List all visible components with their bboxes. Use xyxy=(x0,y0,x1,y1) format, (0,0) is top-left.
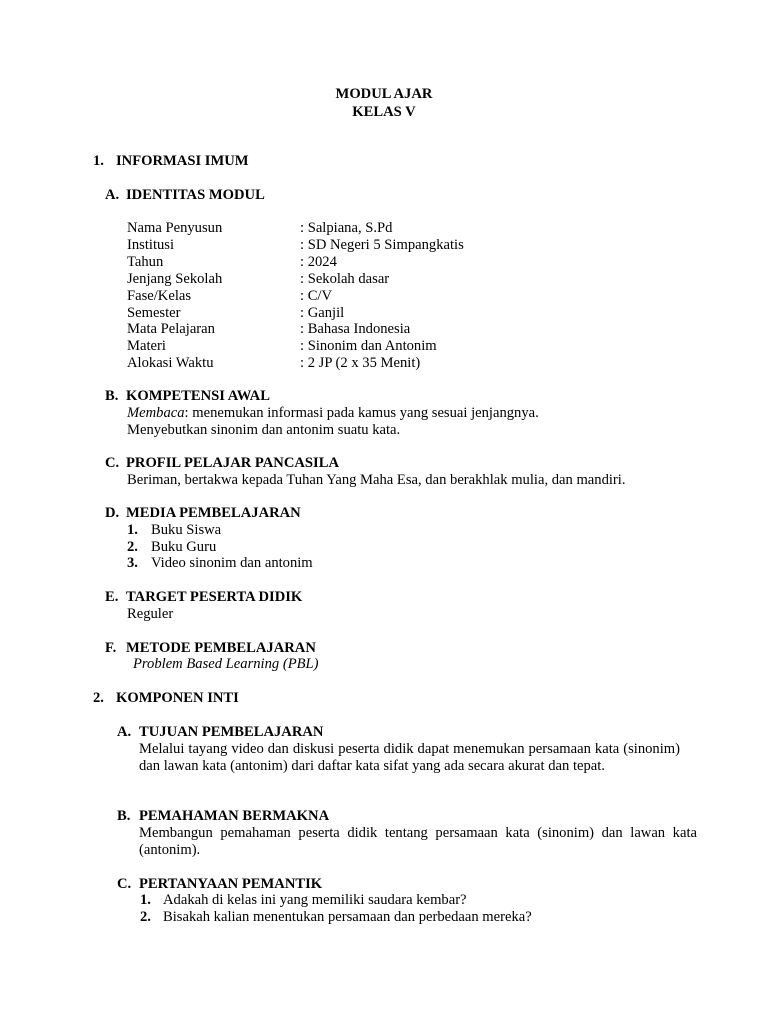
identity-label: Jenjang Sekolah xyxy=(127,271,223,287)
identity-value: : Bahasa Indonesia xyxy=(300,321,411,337)
identity-label: Tahun xyxy=(127,254,164,270)
pemahaman-title: PEMAHAMAN BERMAKNA xyxy=(139,808,330,824)
identitas-title: IDENTITAS MODUL xyxy=(126,187,265,203)
identity-label: Institusi xyxy=(127,237,175,253)
profil-text: Beriman, bertakwa kepada Tuhan Yang Maha Esa, dan berakhlak mulia, dan mandiri. xyxy=(127,472,626,488)
pertanyaan-item: Bisakah kalian menentukan persamaan dan perbedaan mereka? xyxy=(163,909,532,925)
identity-value: : 2024 xyxy=(300,254,337,270)
target-text: Reguler xyxy=(127,606,174,622)
document-subtitle: KELAS V xyxy=(352,104,416,120)
media-item-number: 3. xyxy=(127,555,138,571)
media-item-number: 1. xyxy=(127,522,138,538)
tujuan-letter: A. xyxy=(117,724,132,740)
identitas-letter: A. xyxy=(105,187,120,203)
pertanyaan-item: Adakah di kelas ini yang memiliki saudara kembar? xyxy=(163,892,467,908)
kompetensi-line1 xyxy=(127,405,539,422)
media-item: Buku Siswa xyxy=(151,522,222,538)
pemahaman-text: Membangun pemahaman peserta didik tentang persamaan kata (sinonim) dan lawan kata (antonim). xyxy=(139,825,697,858)
media-item-number: 2. xyxy=(127,539,138,555)
kompetensi-title: KOMPETENSI AWAL xyxy=(126,388,270,404)
profil-title: PROFIL PELAJAR PANCASILA xyxy=(126,455,339,471)
section1-number: 1. xyxy=(93,153,104,169)
target-letter: E. xyxy=(105,589,119,605)
media-letter: D. xyxy=(105,505,120,521)
identity-label: Alokasi Waktu xyxy=(127,355,214,371)
kompetensi-line1-text: : menemukan informasi pada kamus yang sesuai jenjangnya. xyxy=(184,405,539,421)
pertanyaan-letter: C. xyxy=(117,876,132,892)
identity-value: : SD Negeri 5 Simpangkatis xyxy=(300,237,464,253)
section2-title: KOMPONEN INTI xyxy=(116,690,239,706)
identity-label: Mata Pelajaran xyxy=(127,321,215,337)
pertanyaan-title: PERTANYAAN PEMANTIK xyxy=(139,876,323,892)
document-title: MODUL AJAR xyxy=(335,86,433,102)
tujuan-text: Melalui tayang video dan diskusi peserta didik dapat menemukan persamaan kata (sinonim) dan lawan kata (antonim) dari daftar kata sifat yang ada secara akurat dan tepat. xyxy=(139,741,680,774)
identity-value: : Sinonim dan Antonim xyxy=(300,338,437,354)
metode-letter: F. xyxy=(105,640,117,656)
identity-label: Materi xyxy=(127,338,166,354)
pertanyaan-item-number: 1. xyxy=(140,892,151,908)
pemahaman-letter: B. xyxy=(117,808,131,824)
media-item: Video sinonim dan antonim xyxy=(151,555,313,571)
identity-value: : C/V xyxy=(300,288,333,304)
pertanyaan-item-number: 2. xyxy=(140,909,151,925)
metode-title: METODE PEMBELAJARAN xyxy=(126,640,316,656)
section1-title: INFORMASI IMUM xyxy=(116,153,249,169)
target-title: TARGET PESERTA DIDIK xyxy=(126,589,303,605)
media-title: MEDIA PEMBELAJARAN xyxy=(126,505,301,521)
tujuan-title: TUJUAN PEMBELAJARAN xyxy=(139,724,324,740)
metode-text: Problem Based Learning (PBL) xyxy=(133,656,319,672)
identity-value: : 2 JP (2 x 35 Menit) xyxy=(300,355,421,371)
identity-label: Fase/Kelas xyxy=(127,288,192,304)
identity-value: : Salpiana, S.Pd xyxy=(300,220,393,236)
identity-value: : Sekolah dasar xyxy=(300,271,390,287)
identity-label: Nama Penyusun xyxy=(127,220,223,236)
section2-number: 2. xyxy=(93,690,104,706)
identity-value: : Ganjil xyxy=(300,305,345,321)
profil-letter: C. xyxy=(105,455,120,471)
identity-label: Semester xyxy=(127,305,181,321)
kompetensi-line2: Menyebutkan sinonim dan antonim suatu kata. xyxy=(127,422,401,438)
kompetensi-letter: B. xyxy=(105,388,119,404)
media-item: Buku Guru xyxy=(151,539,217,555)
kompetensi-italic: Membaca xyxy=(127,405,185,421)
